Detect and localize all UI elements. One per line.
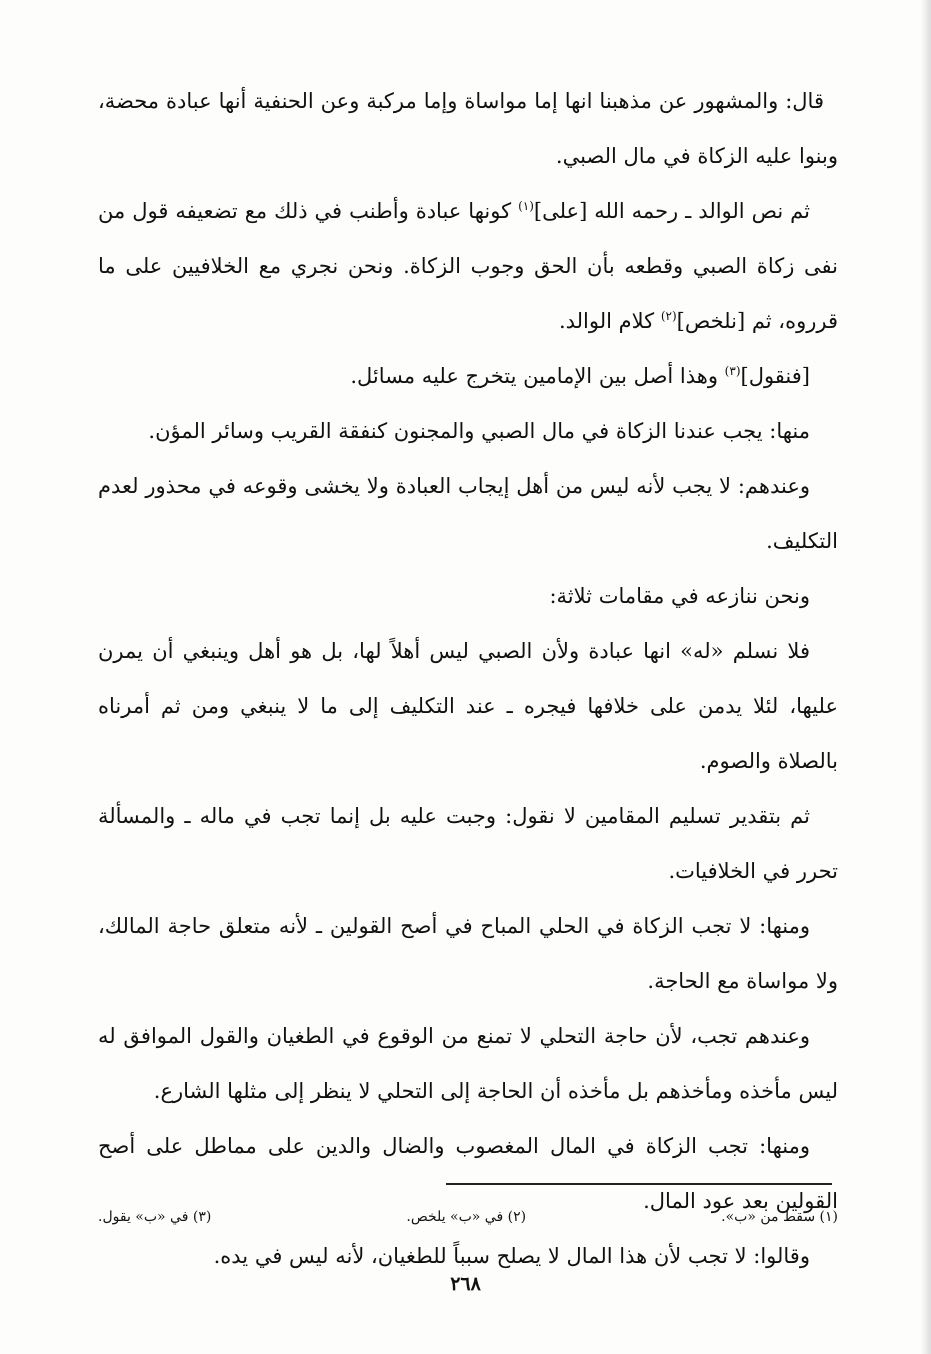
paragraph-text: [فنقول] bbox=[740, 364, 810, 388]
paragraph-text: قال: والمشهور عن مذهبنا انها إما مواساة وإما مركبة وعن الحنفية أنها عبادة محضة، وبنوا عليه الزكاة في مال الصبي. bbox=[98, 89, 838, 168]
paragraph-text: كلام الوالد. bbox=[558, 309, 661, 333]
footnote-3: (٣) في «ب» يقول. bbox=[98, 1209, 212, 1225]
paragraph-text: كونها عبادة وأطنب في ذلك مع تضعيفه قول من نفى زكاة الصبي وقطعه بأن الحق وجوب الزكاة. ونحن نجري مع الخلافيين على ما قرروه، ثم [نلخص] bbox=[98, 199, 838, 333]
paragraph-7 bbox=[98, 624, 838, 789]
footnote-2: (٢) في «ب» يلخص. bbox=[406, 1209, 527, 1225]
footnote-marker-3: (٣) bbox=[724, 364, 741, 378]
paragraph-text: وعندهم: لا يجب لأنه ليس من أهل إيجاب العبادة ولا يخشى وقوعه في محذور لعدم التكليف. bbox=[98, 474, 838, 553]
paragraph-8 bbox=[98, 789, 838, 899]
paragraph-text: فلا نسلم «له» انها عبادة ولأن الصبي ليس أهلاً لها، بل هو أهل وينبغي أن يمرن عليها، لئلا يدمن على خلافها فيجره ـ عند التكليف إلى ما لا ينبغي ومن ثم أمرناه بالصلاة والصوم. bbox=[98, 639, 838, 773]
footnote-divider bbox=[446, 1183, 832, 1185]
paragraph-6 bbox=[98, 569, 838, 624]
scan-edge-shadow bbox=[921, 0, 931, 1354]
paragraph-10 bbox=[98, 1009, 838, 1119]
main-text bbox=[98, 74, 838, 1284]
footnotes bbox=[98, 1205, 838, 1229]
paragraph-text: ومنها: تجب الزكاة في المال المغصوب والضال والدين على مماطل على أصح القولين بعد عود المال. bbox=[98, 1134, 838, 1213]
paragraph-text: وعندهم تجب، لأن حاجة التحلي لا تمنع من الوقوع في الطغيان والقول الموافق له ليس مأخذه ومأخذهم بل مأخذه أن الحاجة إلى التحلي لا ينظر إلى مثلها الشارع. bbox=[98, 1024, 838, 1103]
paragraph-4 bbox=[98, 404, 838, 459]
paragraph-text: ونحن ننازعه في مقامات ثلاثة: bbox=[549, 584, 810, 608]
paragraph-5 bbox=[98, 459, 838, 569]
footnote-marker-1: (١) bbox=[518, 199, 534, 213]
paragraph-text: ثم نص الوالد ـ رحمه الله [على] bbox=[533, 199, 810, 223]
paragraph-1 bbox=[98, 74, 838, 184]
footnote-marker-2: (٢) bbox=[660, 309, 677, 323]
paragraph-text: ثم بتقدير تسليم المقامين لا نقول: وجبت عليه بل إنما تجب في ماله ـ والمسألة تحرر في الخلافيات. bbox=[98, 804, 838, 883]
page-number: ٢٦٨ bbox=[450, 1273, 481, 1295]
paragraph-text: وهذا أصل بين الإمامين يتخرج عليه مسائل. bbox=[350, 364, 725, 388]
paragraph-3 bbox=[98, 349, 838, 404]
paragraph-9 bbox=[98, 899, 838, 1009]
paragraph-text: وقالوا: لا تجب لأن هذا المال لا يصلح سبباً للطغيان، لأنه ليس في يده. bbox=[213, 1244, 810, 1268]
paragraph-2 bbox=[98, 184, 838, 349]
footnote-1: (١) سقط من «ب». bbox=[721, 1209, 838, 1225]
paragraph-text: ومنها: لا تجب الزكاة في الحلي المباح في أصح القولين ـ لأنه متعلق حاجة المالك، ولا مواساة مع الحاجة. bbox=[98, 914, 838, 993]
paragraph-text: منها: يجب عندنا الزكاة في مال الصبي والمجنون كنفقة القريب وسائر المؤن. bbox=[148, 419, 810, 443]
